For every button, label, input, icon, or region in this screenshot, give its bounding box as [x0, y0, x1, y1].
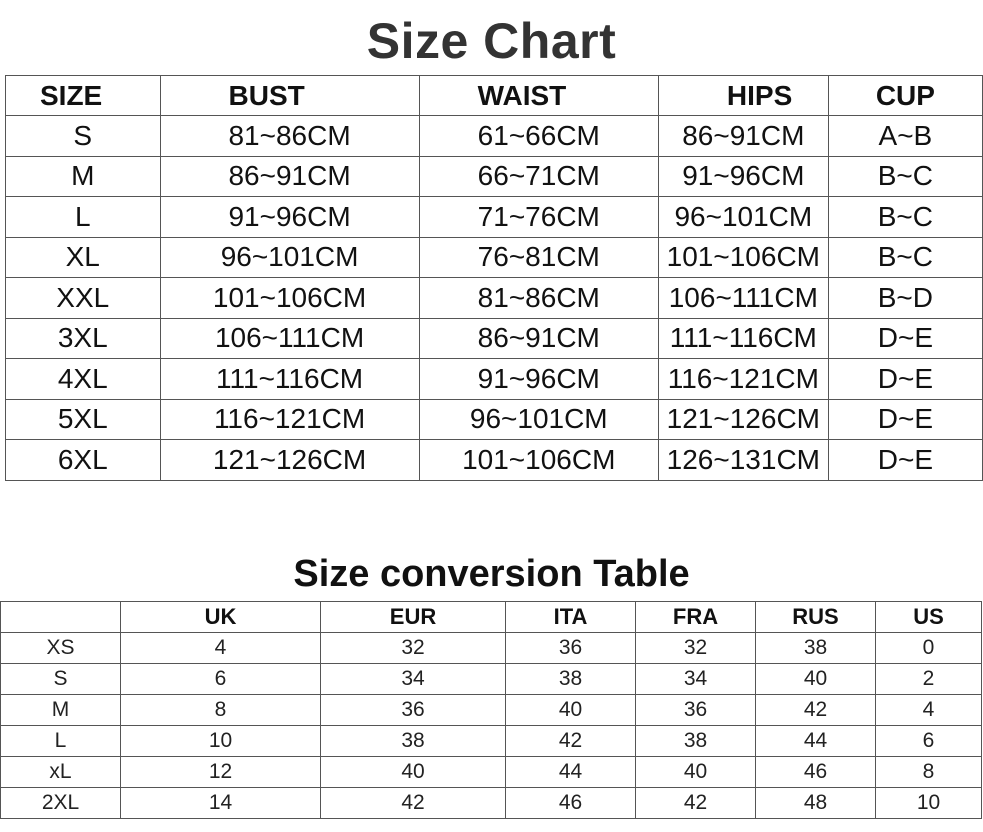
conversion-cell-us: 6: [876, 726, 982, 757]
size-chart-cell-waist: 81~86CM: [419, 278, 658, 319]
size-chart-cell-bust: 116~121CM: [160, 399, 419, 440]
size-chart-cell-bust: 101~106CM: [160, 278, 419, 319]
conversion-cell-eur: 42: [321, 788, 506, 819]
conversion-cell-uk: 8: [121, 695, 321, 726]
header-waist: WAIST: [419, 76, 658, 116]
conversion-cell-rus: 46: [756, 757, 876, 788]
header-size: SIZE: [6, 76, 161, 116]
header-ita: ITA: [506, 602, 636, 633]
size-chart-row: [6, 399, 983, 440]
size-chart-row: [6, 318, 983, 359]
size-chart-cell-cup: D~E: [828, 318, 982, 359]
size-chart-cell-hips: 86~91CM: [658, 116, 828, 157]
conversion-cell-ita: 42: [506, 726, 636, 757]
conversion-cell-ita: 44: [506, 757, 636, 788]
conversion-cell-eur: 40: [321, 757, 506, 788]
conversion-cell-rus: 42: [756, 695, 876, 726]
conversion-cell-us: 0: [876, 633, 982, 664]
size-chart-cell-size: 6XL: [6, 440, 161, 481]
size-chart-cell-waist: 96~101CM: [419, 399, 658, 440]
size-chart-cell-waist: 76~81CM: [419, 237, 658, 278]
size-chart-row: [6, 359, 983, 400]
size-chart-cell-size: 4XL: [6, 359, 161, 400]
conversion-row: [1, 633, 982, 664]
conversion-cell-uk: 10: [121, 726, 321, 757]
conversion-cell-ita: 38: [506, 664, 636, 695]
header-us: US: [876, 602, 982, 633]
size-chart-cell-hips: 106~111CM: [658, 278, 828, 319]
size-chart-cell-cup: A~B: [828, 116, 982, 157]
conversion-cell-eur: 32: [321, 633, 506, 664]
size-chart-cell-cup: D~E: [828, 359, 982, 400]
conversion-cell-ita: 36: [506, 633, 636, 664]
size-chart-row: [6, 278, 983, 319]
size-chart-row: [6, 197, 983, 238]
size-chart-cell-size: S: [6, 116, 161, 157]
size-chart-cell-size: L: [6, 197, 161, 238]
size-chart-cell-bust: 91~96CM: [160, 197, 419, 238]
size-chart-title: Size Chart: [366, 13, 617, 69]
conversion-header-row: [1, 602, 982, 633]
size-chart-cell-hips: 101~106CM: [658, 237, 828, 278]
conversion-cell-size: L: [1, 726, 121, 757]
size-chart-cell-waist: 66~71CM: [419, 156, 658, 197]
size-chart-cell-size: M: [6, 156, 161, 197]
conversion-cell-uk: 4: [121, 633, 321, 664]
header-rus: RUS: [756, 602, 876, 633]
conversion-cell-fra: 42: [636, 788, 756, 819]
size-chart-cell-hips: 91~96CM: [658, 156, 828, 197]
header-fra: FRA: [636, 602, 756, 633]
conversion-cell-us: 8: [876, 757, 982, 788]
conversion-row: [1, 757, 982, 788]
size-chart-cell-cup: D~E: [828, 440, 982, 481]
conversion-cell-fra: 34: [636, 664, 756, 695]
conversion-cell-rus: 40: [756, 664, 876, 695]
header-cup: CUP: [828, 76, 982, 116]
header-uk: UK: [121, 602, 321, 633]
conversion-row: [1, 788, 982, 819]
conversion-cell-eur: 34: [321, 664, 506, 695]
size-chart-cell-bust: 111~116CM: [160, 359, 419, 400]
conversion-row: [1, 726, 982, 757]
size-conversion-table: [0, 601, 982, 819]
conversion-cell-size: xL: [1, 757, 121, 788]
conversion-cell-size: S: [1, 664, 121, 695]
size-chart-header-row: [6, 76, 983, 116]
size-chart-cell-bust: 86~91CM: [160, 156, 419, 197]
size-chart-cell-cup: B~C: [828, 156, 982, 197]
size-chart-cell-size: XXL: [6, 278, 161, 319]
size-chart-row: [6, 237, 983, 278]
size-chart-cell-waist: 86~91CM: [419, 318, 658, 359]
conversion-cell-uk: 12: [121, 757, 321, 788]
header-bust: BUST: [160, 76, 419, 116]
conversion-cell-eur: 36: [321, 695, 506, 726]
conversion-cell-rus: 48: [756, 788, 876, 819]
size-chart-cell-hips: 116~121CM: [658, 359, 828, 400]
conversion-cell-us: 10: [876, 788, 982, 819]
size-chart-cell-hips: 111~116CM: [658, 318, 828, 359]
size-chart-cell-hips: 121~126CM: [658, 399, 828, 440]
conversion-cell-size: 2XL: [1, 788, 121, 819]
conversion-cell-fra: 38: [636, 726, 756, 757]
header-eur: EUR: [321, 602, 506, 633]
conversion-cell-size: M: [1, 695, 121, 726]
conversion-table-title: Size conversion Table: [293, 553, 690, 595]
conversion-cell-uk: 14: [121, 788, 321, 819]
conversion-cell-fra: 40: [636, 757, 756, 788]
size-chart-cell-size: 5XL: [6, 399, 161, 440]
size-chart-row: [6, 440, 983, 481]
conversion-cell-us: 4: [876, 695, 982, 726]
conversion-cell-fra: 36: [636, 695, 756, 726]
conversion-cell-rus: 44: [756, 726, 876, 757]
conversion-cell-ita: 40: [506, 695, 636, 726]
header-hips: HIPS: [658, 76, 828, 116]
conversion-cell-size: XS: [1, 633, 121, 664]
size-chart-cell-waist: 101~106CM: [419, 440, 658, 481]
size-chart-cell-hips: 96~101CM: [658, 197, 828, 238]
conversion-row: [1, 695, 982, 726]
size-chart-cell-size: XL: [6, 237, 161, 278]
size-chart-cell-cup: B~D: [828, 278, 982, 319]
size-chart-cell-waist: 61~66CM: [419, 116, 658, 157]
conversion-row: [1, 664, 982, 695]
conversion-cell-us: 2: [876, 664, 982, 695]
size-chart-cell-waist: 71~76CM: [419, 197, 658, 238]
size-chart-row: [6, 156, 983, 197]
header-blank: [1, 602, 121, 633]
size-chart-cell-size: 3XL: [6, 318, 161, 359]
size-chart-table: [5, 75, 983, 481]
size-chart-cell-waist: 91~96CM: [419, 359, 658, 400]
conversion-cell-ita: 46: [506, 788, 636, 819]
size-chart-cell-cup: B~C: [828, 197, 982, 238]
conversion-cell-uk: 6: [121, 664, 321, 695]
size-chart-cell-hips: 126~131CM: [658, 440, 828, 481]
size-chart-row: [6, 116, 983, 157]
size-chart-cell-cup: B~C: [828, 237, 982, 278]
conversion-cell-rus: 38: [756, 633, 876, 664]
size-chart-cell-cup: D~E: [828, 399, 982, 440]
conversion-cell-fra: 32: [636, 633, 756, 664]
conversion-cell-eur: 38: [321, 726, 506, 757]
size-chart-cell-bust: 96~101CM: [160, 237, 419, 278]
size-chart-cell-bust: 121~126CM: [160, 440, 419, 481]
size-chart-cell-bust: 106~111CM: [160, 318, 419, 359]
size-chart-cell-bust: 81~86CM: [160, 116, 419, 157]
